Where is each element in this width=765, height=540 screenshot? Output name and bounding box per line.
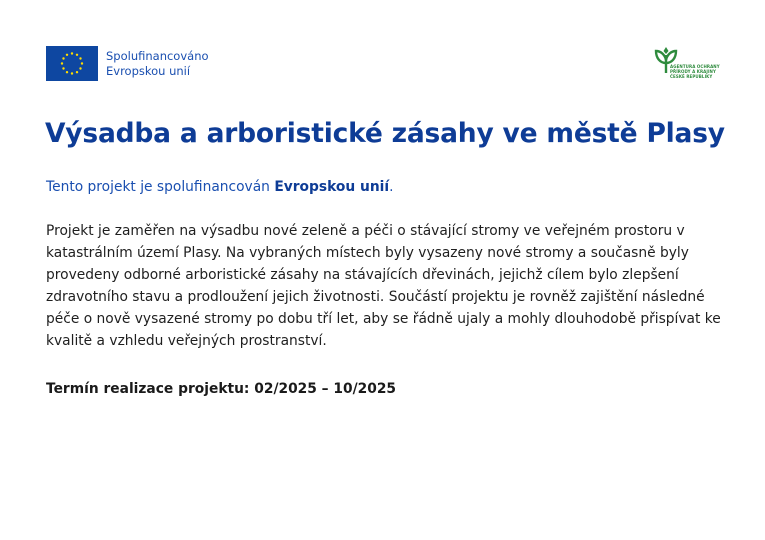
cofunding-suffix: .: [389, 179, 394, 195]
project-description: [46, 220, 736, 352]
description-line: Projekt je zaměřen na výsadbu nové zeleně a péči o stávající stromy ve veřejném prostoru v: [46, 223, 685, 239]
description-line: zdravotního stavu a prodloužení jejich životnosti. Součástí projektu je rovněž zajištění následné: [46, 289, 705, 305]
eu-flag-icon: [46, 46, 98, 81]
description-line: provedeny odborné arboristické zásahy na stávajících dřevinách, jejichž cílem bylo zlepšení: [46, 267, 679, 283]
eu-label-line2: Evropskou unií: [106, 63, 191, 78]
eu-cofunding-label: [106, 49, 209, 79]
page-title: Výsadba a arboristické zásahy ve městě Plasy: [45, 118, 725, 149]
cofunding-statement: [46, 179, 394, 195]
agency-name-line3: ČESKÉ REPUBLIKY: [670, 74, 713, 79]
agency-name-line1: AGENTURA OCHRANY: [670, 64, 720, 69]
description-line: kvalitě a vzhledu veřejných prostranství.: [46, 333, 327, 349]
project-term: Termín realizace projektu: 02/2025 – 10/2025: [46, 381, 397, 397]
description-line: péče o nově vysazené stromy po dobu tří let, aby se řádně ujaly a mohly dlouhodobě přispívat ke: [46, 311, 721, 327]
cofunding-prefix: Tento projekt je spolufinancován: [46, 179, 275, 195]
agency-name: [670, 64, 720, 79]
description-line: katastrálním území Plasy. Na vybraných místech byly vysazeny nové stromy a současně byly: [46, 245, 689, 261]
agency-logo: [654, 45, 724, 85]
agency-name-line2: PŘÍRODY A KRAJINY: [670, 69, 716, 74]
cofunding-eu-bold: Evropskou unií: [274, 179, 390, 195]
eu-cofunding-logo: [46, 46, 209, 81]
eu-label-line1: Spolufinancováno: [106, 48, 209, 63]
